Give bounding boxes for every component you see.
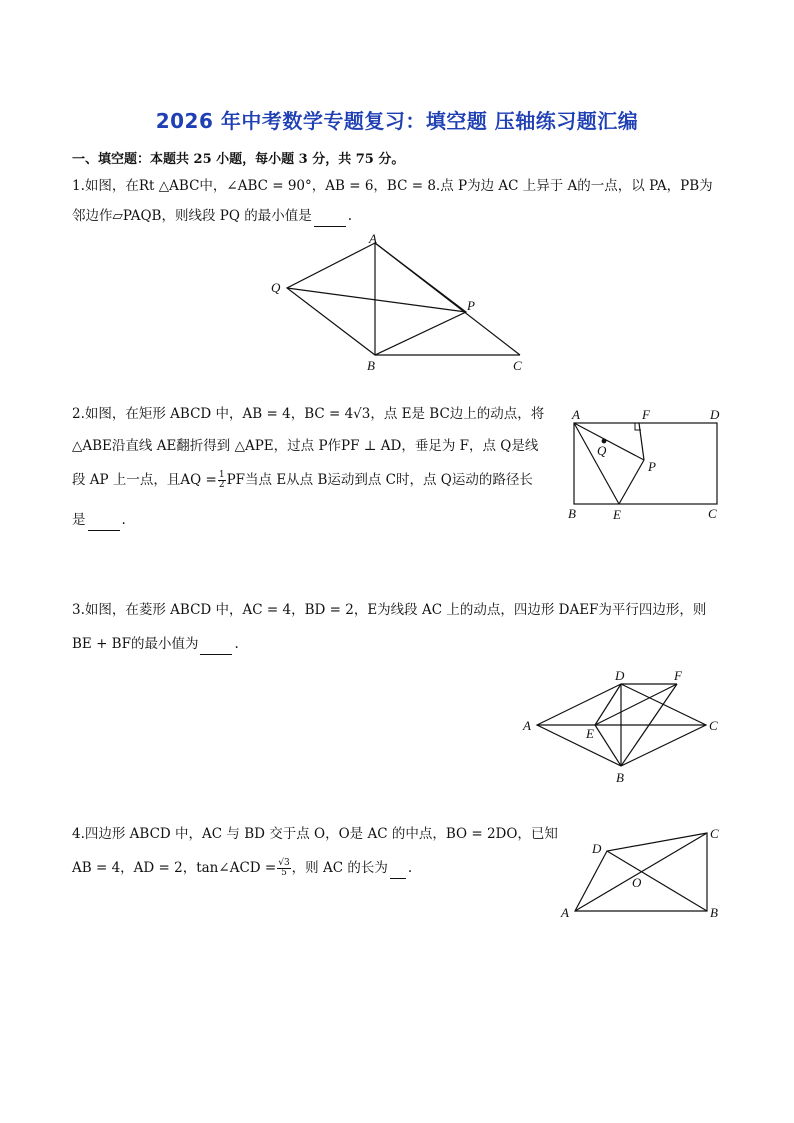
- fig4-label-o: O: [632, 875, 642, 890]
- problem-3-line-1: 3.如图，在菱形 ABCD 中，AC = 4，BD = 2，E为线段 AC 上的动点，四边形 DAEF为平行四边形，则: [72, 602, 707, 618]
- frac-2-num: 1: [218, 470, 225, 480]
- fig2-label-d: D: [710, 407, 720, 422]
- problem-4-line-2a: AB = 4，AD = 2，tan∠ACD =: [72, 860, 277, 876]
- fig4-label-a: A: [561, 905, 569, 920]
- fig1-label-c: C: [513, 358, 522, 373]
- page-title: 2026 年中考数学专题复习：填空题 压轴练习题汇编: [155, 109, 639, 133]
- problem-2-line-3a: 段 AP 上一点，且AQ =: [72, 472, 217, 488]
- fig3-label-b: B: [616, 770, 624, 785]
- fig3-label-e: E: [586, 726, 594, 741]
- fig2-label-e: E: [613, 507, 621, 522]
- problem-2-line-2: △ABE沿直线 AE翻折得到 △APE，过点 P作PF ⊥ AD，垂足为 F，点 Q是线: [72, 438, 539, 454]
- fig2-label-b: B: [568, 506, 576, 521]
- fig2-label-q: Q: [597, 443, 607, 458]
- fig3-label-a: A: [523, 718, 531, 733]
- fig3-label-c: C: [709, 718, 718, 733]
- fig4-label-d: D: [592, 841, 602, 856]
- fig3-label-f: F: [674, 668, 682, 683]
- fig2-label-c: C: [708, 506, 717, 521]
- problem-2-end: .: [121, 512, 126, 528]
- problem-2-line-1: 2.如图，在矩形 ABCD 中，AB = 4，BC = 4√3，点 E是 BC边上的动点，将: [72, 406, 545, 422]
- fig4-label-b: B: [710, 905, 718, 920]
- problem-4-line-1: 4.四边形 ABCD 中，AC 与 BD 交于点 O，O是 AC 的中点，BO = 2DO，已知: [72, 826, 558, 842]
- fig1-label-b: B: [367, 358, 375, 373]
- problem-3-line-2-text: BE + BF的最小值为: [72, 636, 199, 652]
- problem-4-line-2b: ，则 AC 的长为: [291, 860, 388, 876]
- problem-1-line-2-text: 邻边作▱PAQB，则线段 PQ 的最小值是: [72, 208, 312, 224]
- fig4-label-c: C: [710, 826, 719, 841]
- problem-3-end: .: [234, 636, 239, 652]
- fig3-label-d: D: [615, 668, 625, 683]
- frac-4-num: √3: [278, 858, 290, 868]
- problem-1-end: .: [347, 208, 352, 224]
- problem-2-line-3b: PF当点 E从点 B运动到点 C时，点 Q运动的路径长: [226, 472, 533, 488]
- fig2-label-p: P: [648, 459, 656, 474]
- fig1-label-a: A: [369, 231, 377, 246]
- fig1-label-p: P: [467, 298, 475, 313]
- section-header: 一、填空题：本题共 25 小题，每小题 3 分，共 75 分。: [72, 152, 405, 167]
- fig2-label-f: F: [642, 407, 650, 422]
- frac-4-den: 5: [281, 868, 287, 878]
- fig2-label-a: A: [572, 407, 580, 422]
- frac-2-den: 2: [218, 480, 225, 490]
- problem-2-line-4-text: 是: [72, 512, 86, 528]
- problem-4-end: .: [407, 860, 413, 876]
- fig1-label-q: Q: [271, 280, 281, 295]
- problem-1-line-1: 1.如图，在Rt △ABC中，∠ABC = 90°，AB = 6，BC = 8.点 P为边 AC 上异于 A的一点，以 PA，PB为: [72, 178, 713, 194]
